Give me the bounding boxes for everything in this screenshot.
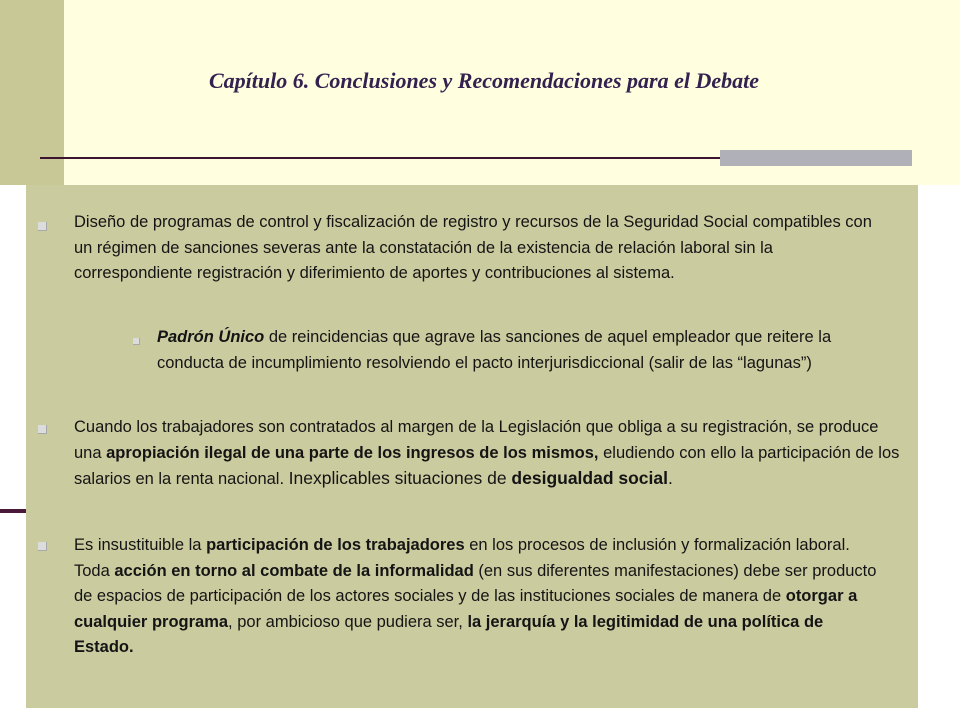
bullet-4-part-1: Es insustituible la	[74, 536, 207, 554]
bullet-4-part-2: en los procesos de inclusión y formalización laboral. Toda	[74, 536, 850, 580]
bullet-3-part-1: Cuando los trabajadores son contratados al margen de la Legislación que obliga a su registración, se produce una	[74, 418, 879, 462]
divider-accent	[720, 150, 912, 166]
bullet-3-bold-1: apropiación ilegal de una parte de los ingresos de los mismos,	[106, 443, 599, 462]
bullet-4-bold-2: acción en torno al combate de la informalidad	[114, 561, 474, 580]
bullet-4-bold-1: participación de los trabajadores	[206, 536, 465, 554]
square-bullet-icon	[38, 222, 47, 231]
bullet-4-bold-4: la jerarquía y la legitimidad de una política de Estado.	[74, 612, 824, 656]
bullet-text-1: Diseño de programas de control y fiscalización de registro y recursos de la Seguridad Social compatibles con un régimen de sanciones severas ante la constatación de la existencia de relación laboral sin la correspondiente registración y diferimiento de aportes y contribuciones al sistema.	[74, 213, 872, 282]
bullet-4-part-4: , por ambicioso que pudiera ser,	[228, 612, 468, 631]
bullet-3-part-2: eludiendo con ello la participación de los salarios en la renta nacional.	[74, 443, 900, 488]
small-square-bullet-icon	[133, 338, 140, 345]
bullet-4-bold-3: otorgar a cualquier programa	[74, 587, 858, 631]
sub-bullet-emphasis: Padrón Único	[157, 328, 265, 346]
sub-bullet-rest: de reincidencias que agrave las sanciones de aquel empleador que reitere la conducta de incumplimiento resolviendo el pacto interjurisdiccional (salir de las “lagunas”)	[157, 328, 832, 372]
sub-bullet-text	[157, 325, 902, 376]
left-edge-mark	[0, 509, 26, 513]
bullet-3-part-4: .	[668, 468, 673, 488]
bullet-4-part-3: (en sus diferentes manifestaciones) debe ser producto de espacios de participación de los actores sociales y de las instituciones sociales de manera de	[74, 561, 877, 605]
slide-title: Capítulo 6. Conclusiones y Recomendaciones para el Debate	[209, 68, 759, 93]
bullet-text-4	[74, 533, 886, 661]
square-bullet-icon	[38, 425, 47, 434]
bullet-text-3	[74, 415, 904, 493]
bullet-3-part-3: Inexplicables situaciones de	[288, 468, 512, 488]
square-bullet-icon	[38, 542, 47, 551]
bullet-3-bold-2: desigualdad social	[511, 468, 668, 488]
